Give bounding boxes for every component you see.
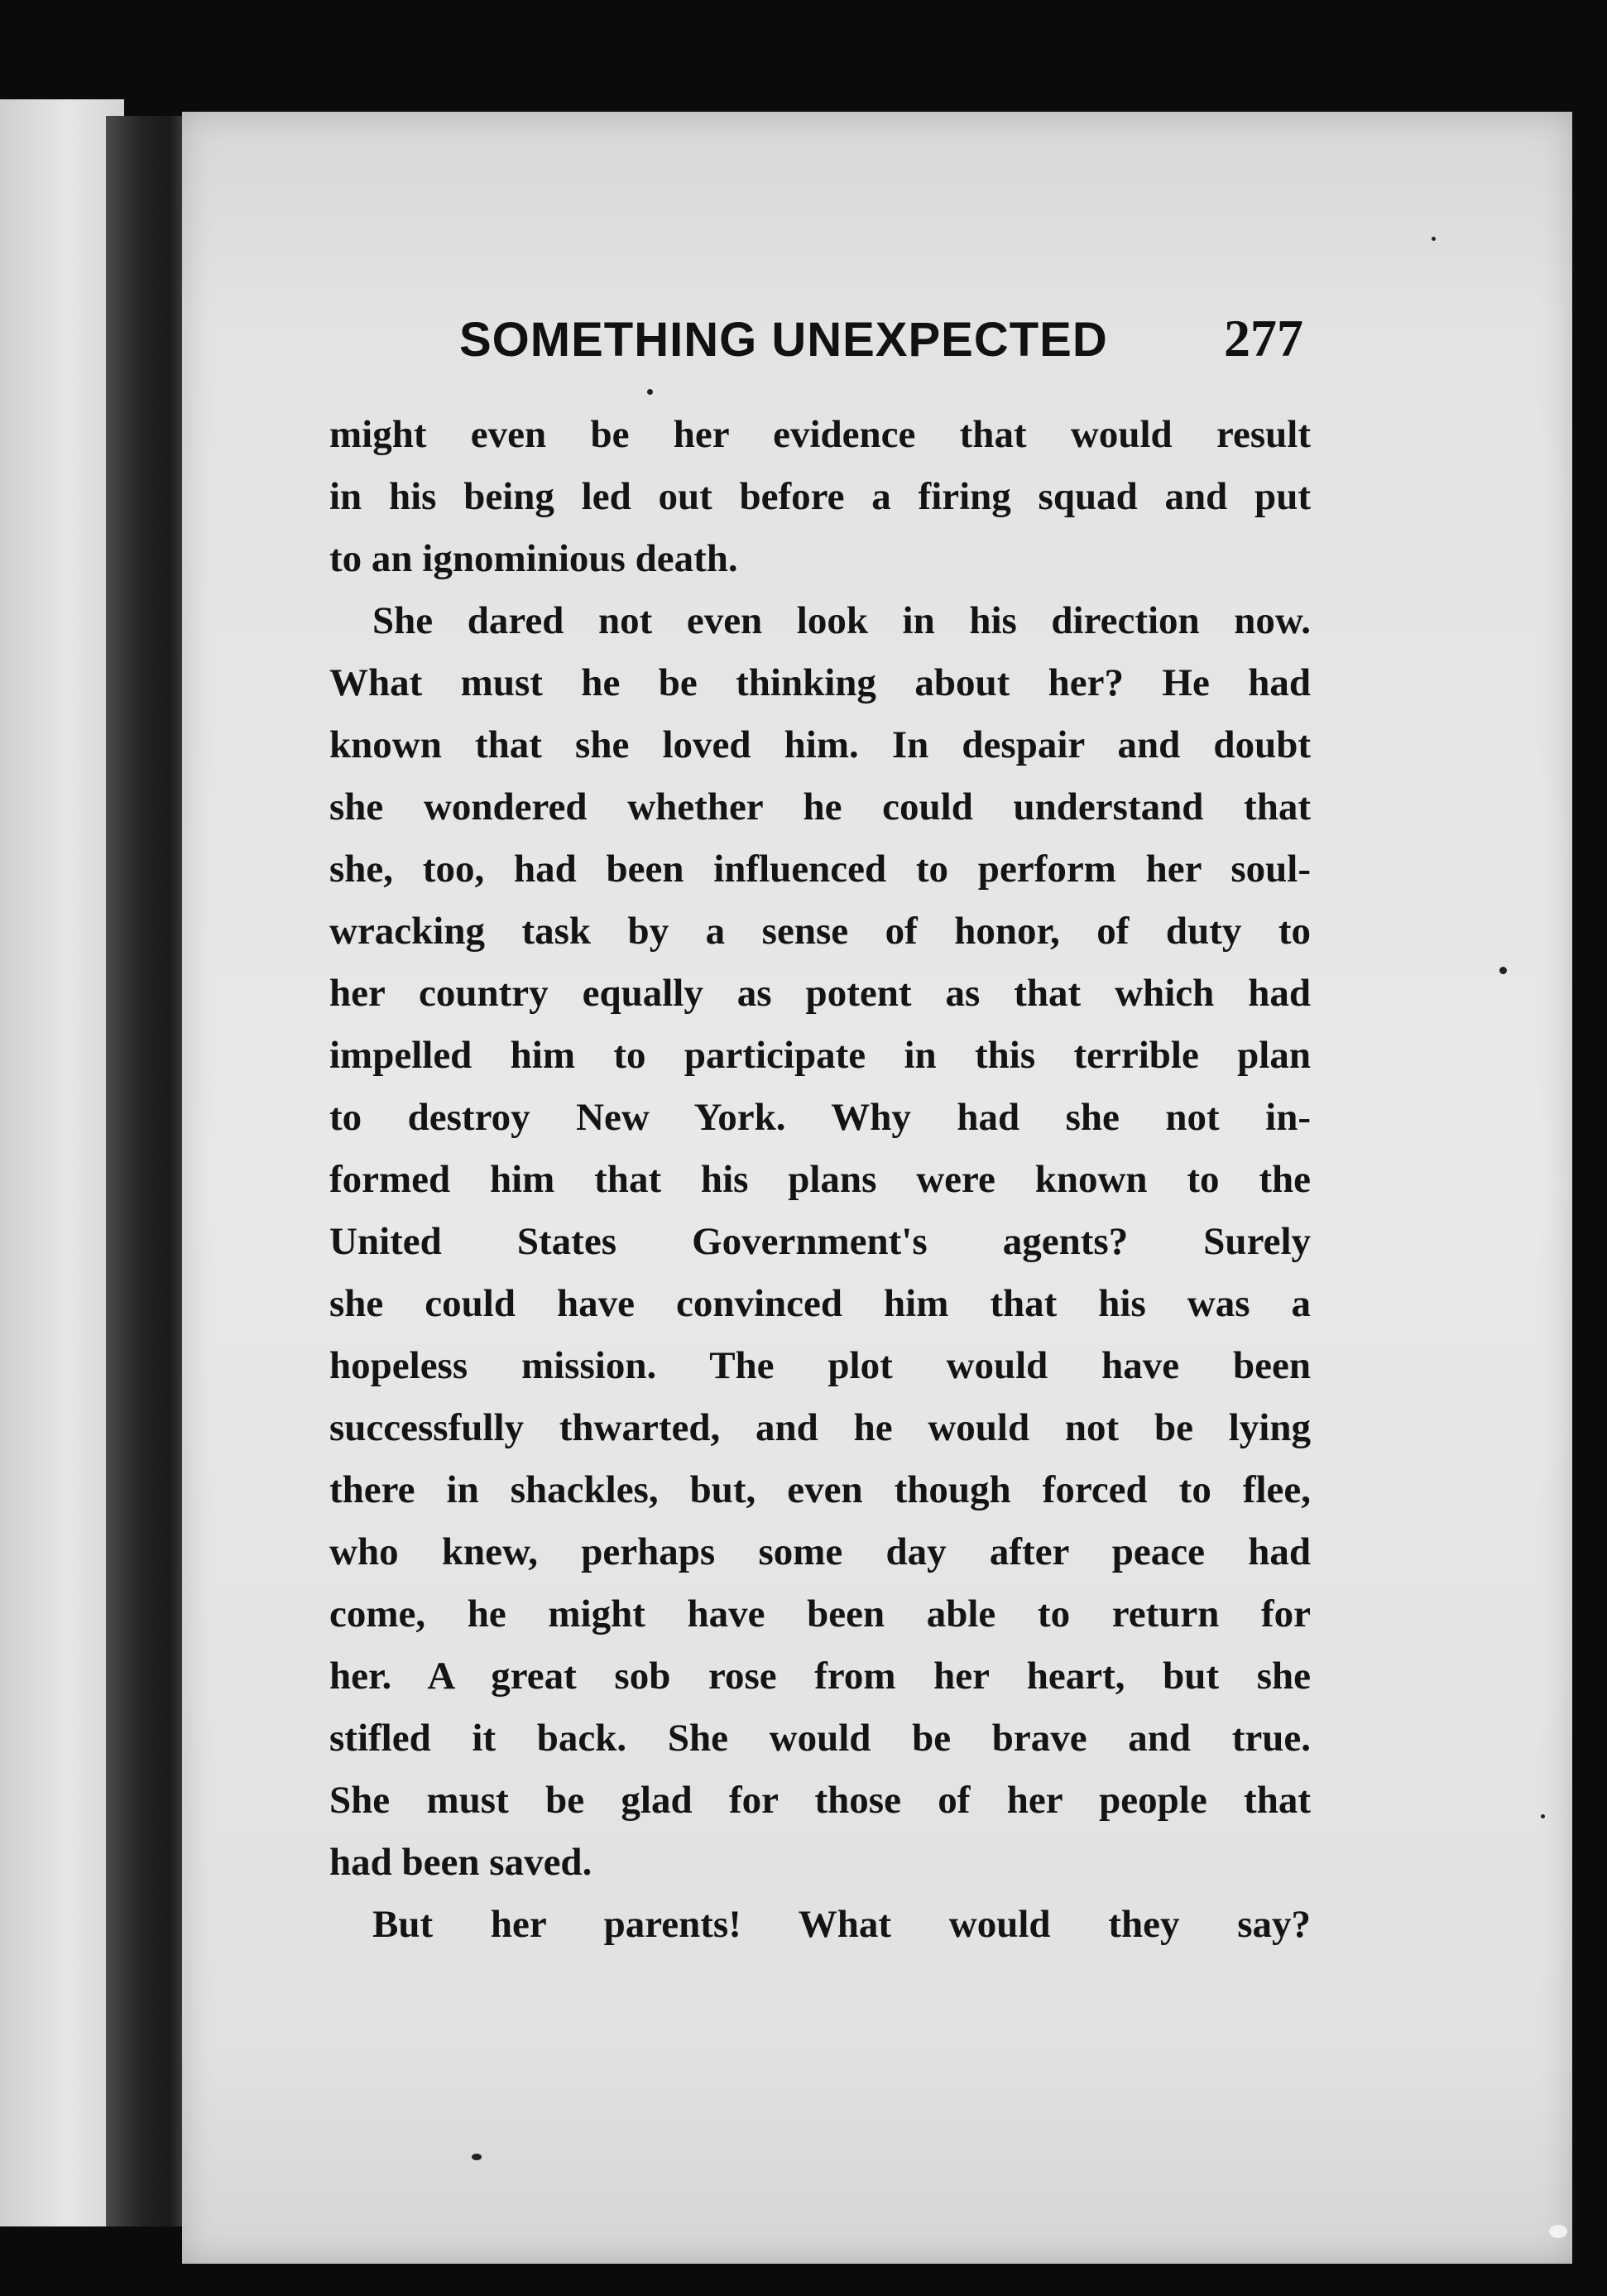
text-line: stifled it back. She would be brave and true. <box>329 1717 1311 1760</box>
text-line: wracking task by a sense of honor, of duty to <box>329 910 1311 953</box>
text-line: her. A great sob rose from her heart, but she <box>329 1655 1311 1698</box>
speck-mark <box>472 2154 482 2160</box>
text-line: formed him that his plans were known to the <box>329 1158 1311 1201</box>
text-line: impelled him to participate in this terrible plan <box>329 1034 1311 1077</box>
text-line: United States Government's agents? Surely <box>329 1220 1311 1263</box>
text-line: come, he might have been able to return for <box>329 1592 1311 1636</box>
text-line: hopeless mission. The plot would have been <box>329 1344 1311 1387</box>
body-text <box>329 404 1311 1956</box>
text-line: But her parents! What would they say? <box>372 1903 1311 1946</box>
text-line: might even be her evidence that would result <box>329 413 1311 456</box>
speck-mark <box>1541 1814 1545 1818</box>
speck-mark <box>1549 2225 1567 2238</box>
text-line: she wondered whether he could understand that <box>329 785 1311 829</box>
text-line: who knew, perhaps some day after peace had <box>329 1530 1311 1573</box>
text-line: to destroy New York. Why had she not in- <box>329 1096 1311 1139</box>
speck-mark <box>1499 967 1507 974</box>
running-head <box>459 308 1303 374</box>
text-line: to an ignominious death. <box>329 537 738 580</box>
text-line: in his being led out before a firing squad and put <box>329 475 1311 518</box>
text-line: had been saved. <box>329 1841 592 1884</box>
text-line: successfully thwarted, and he would not be lying <box>329 1406 1311 1449</box>
text-line: there in shackles, but, even though forced to flee, <box>329 1468 1311 1511</box>
text-line: known that she loved him. In despair and doubt <box>329 723 1311 766</box>
text-line: She must be glad for those of her people that <box>329 1779 1311 1822</box>
text-line: What must he be thinking about her? He had <box>329 661 1311 704</box>
speck-mark <box>647 389 653 395</box>
text-line: She dared not even look in his direction now. <box>372 599 1311 642</box>
text-line: she, too, had been influenced to perform her soul- <box>329 848 1311 891</box>
page-number: 277 <box>1224 309 1303 367</box>
text-line: her country equally as potent as that which had <box>329 972 1311 1015</box>
speck-mark <box>1432 237 1436 241</box>
text-line: she could have convinced him that his was a <box>329 1282 1311 1325</box>
running-title: SOMETHING UNEXPECTED <box>459 313 1108 367</box>
